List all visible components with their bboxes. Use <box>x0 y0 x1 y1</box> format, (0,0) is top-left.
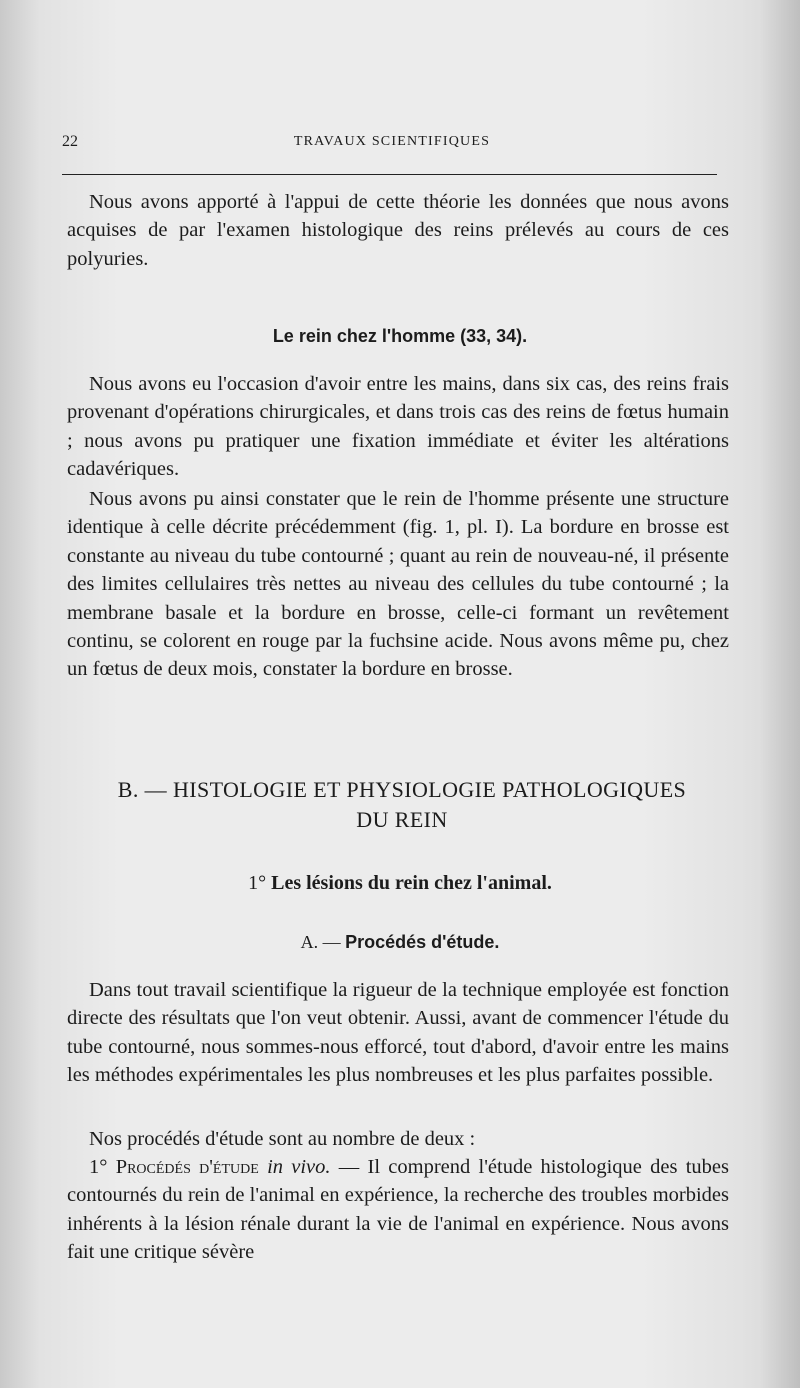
methods-paragraph-2: Nos procédés d'étude sont au nombre de deux : <box>89 1128 476 1150</box>
methods-lead: 1° Procédés d'étude <box>89 1156 259 1178</box>
methods-body: — Il comprend l'étude histologique des tubes contournés du rein de l'animal en expérience, la recherche des troubles morbides inhérents à la lésion rénale durant la vie de l'animal en expérience. Nous avons fait une critique sévère <box>67 1156 729 1264</box>
subsection-letter: A. — <box>300 932 341 952</box>
header-rule <box>62 174 717 175</box>
intro-paragraph: Nous avons apporté à l'appui de cette théorie les données que nous avons acquises de par l'examen histologique des reins prélevés au cours de ces polyuries. <box>67 191 729 270</box>
section-b-heading-line-2: DU REIN <box>356 807 448 832</box>
running-title: TRAVAUX SCIENTIFIQUES <box>293 134 491 149</box>
subsection-title: Procédés d'étude. <box>345 932 500 952</box>
subsection-heading <box>0 932 800 953</box>
subtitle-animal-lesions <box>0 872 800 895</box>
section-b-heading <box>62 775 742 835</box>
page-edge-shadow <box>760 0 800 1388</box>
running-header <box>62 133 722 153</box>
methods-paragraph-1: Dans tout travail scientifique la rigueur de la technique employée est fonction directe des résultats que l'on veut obtenir. Aussi, avant de commencer l'étude du tube contourné, nous sommes-nous efforcé, tout d'abord, d'avoir entre les mains les méthodes expérimentales les plus nombreuses et les plus parfaites possible. <box>67 979 729 1087</box>
human-paragraph-1: Nous avons eu l'occasion d'avoir entre les mains, dans six cas, des reins frais provenant d'opérations chirurgicales, et dans trois cas des reins de fœtus humain ; nous avons pu pratiquer une fixation immédiate et éviter les altérations cadavériques. <box>67 373 729 481</box>
methods-paragraph-3 <box>67 1153 729 1267</box>
subtitle-number: 1° <box>248 872 267 894</box>
section-heading-human: Le rein chez l'homme (33, 34). <box>272 326 528 346</box>
human-paragraph-2: Nous avons pu ainsi constater que le rein de l'homme présente une structure identique à celle décrite précédemment (fig. 1, pl. I). La bordure en brosse est constante au niveau du tube contourné ; quant au rein de nouveau-né, il présente des limites cellulaires très nettes au niveau des cellules du tube contourné ; la membrane basale et la bordure en brosse, celle-ci formant un revêtement continu, se colorent en rouge par la fuchsine acide. Nous avons même pu, chez un fœtus de deux mois, constater la bordure en brosse. <box>67 488 729 681</box>
page-number: 22 <box>62 133 78 150</box>
subtitle-text: Les lésions du rein chez l'animal. <box>271 872 552 894</box>
methods-in-vivo: in vivo. <box>267 1156 331 1178</box>
section-b-heading-line-1: B. — HISTOLOGIE ET PHYSIOLOGIE PATHOLOGIQUES <box>117 777 687 802</box>
